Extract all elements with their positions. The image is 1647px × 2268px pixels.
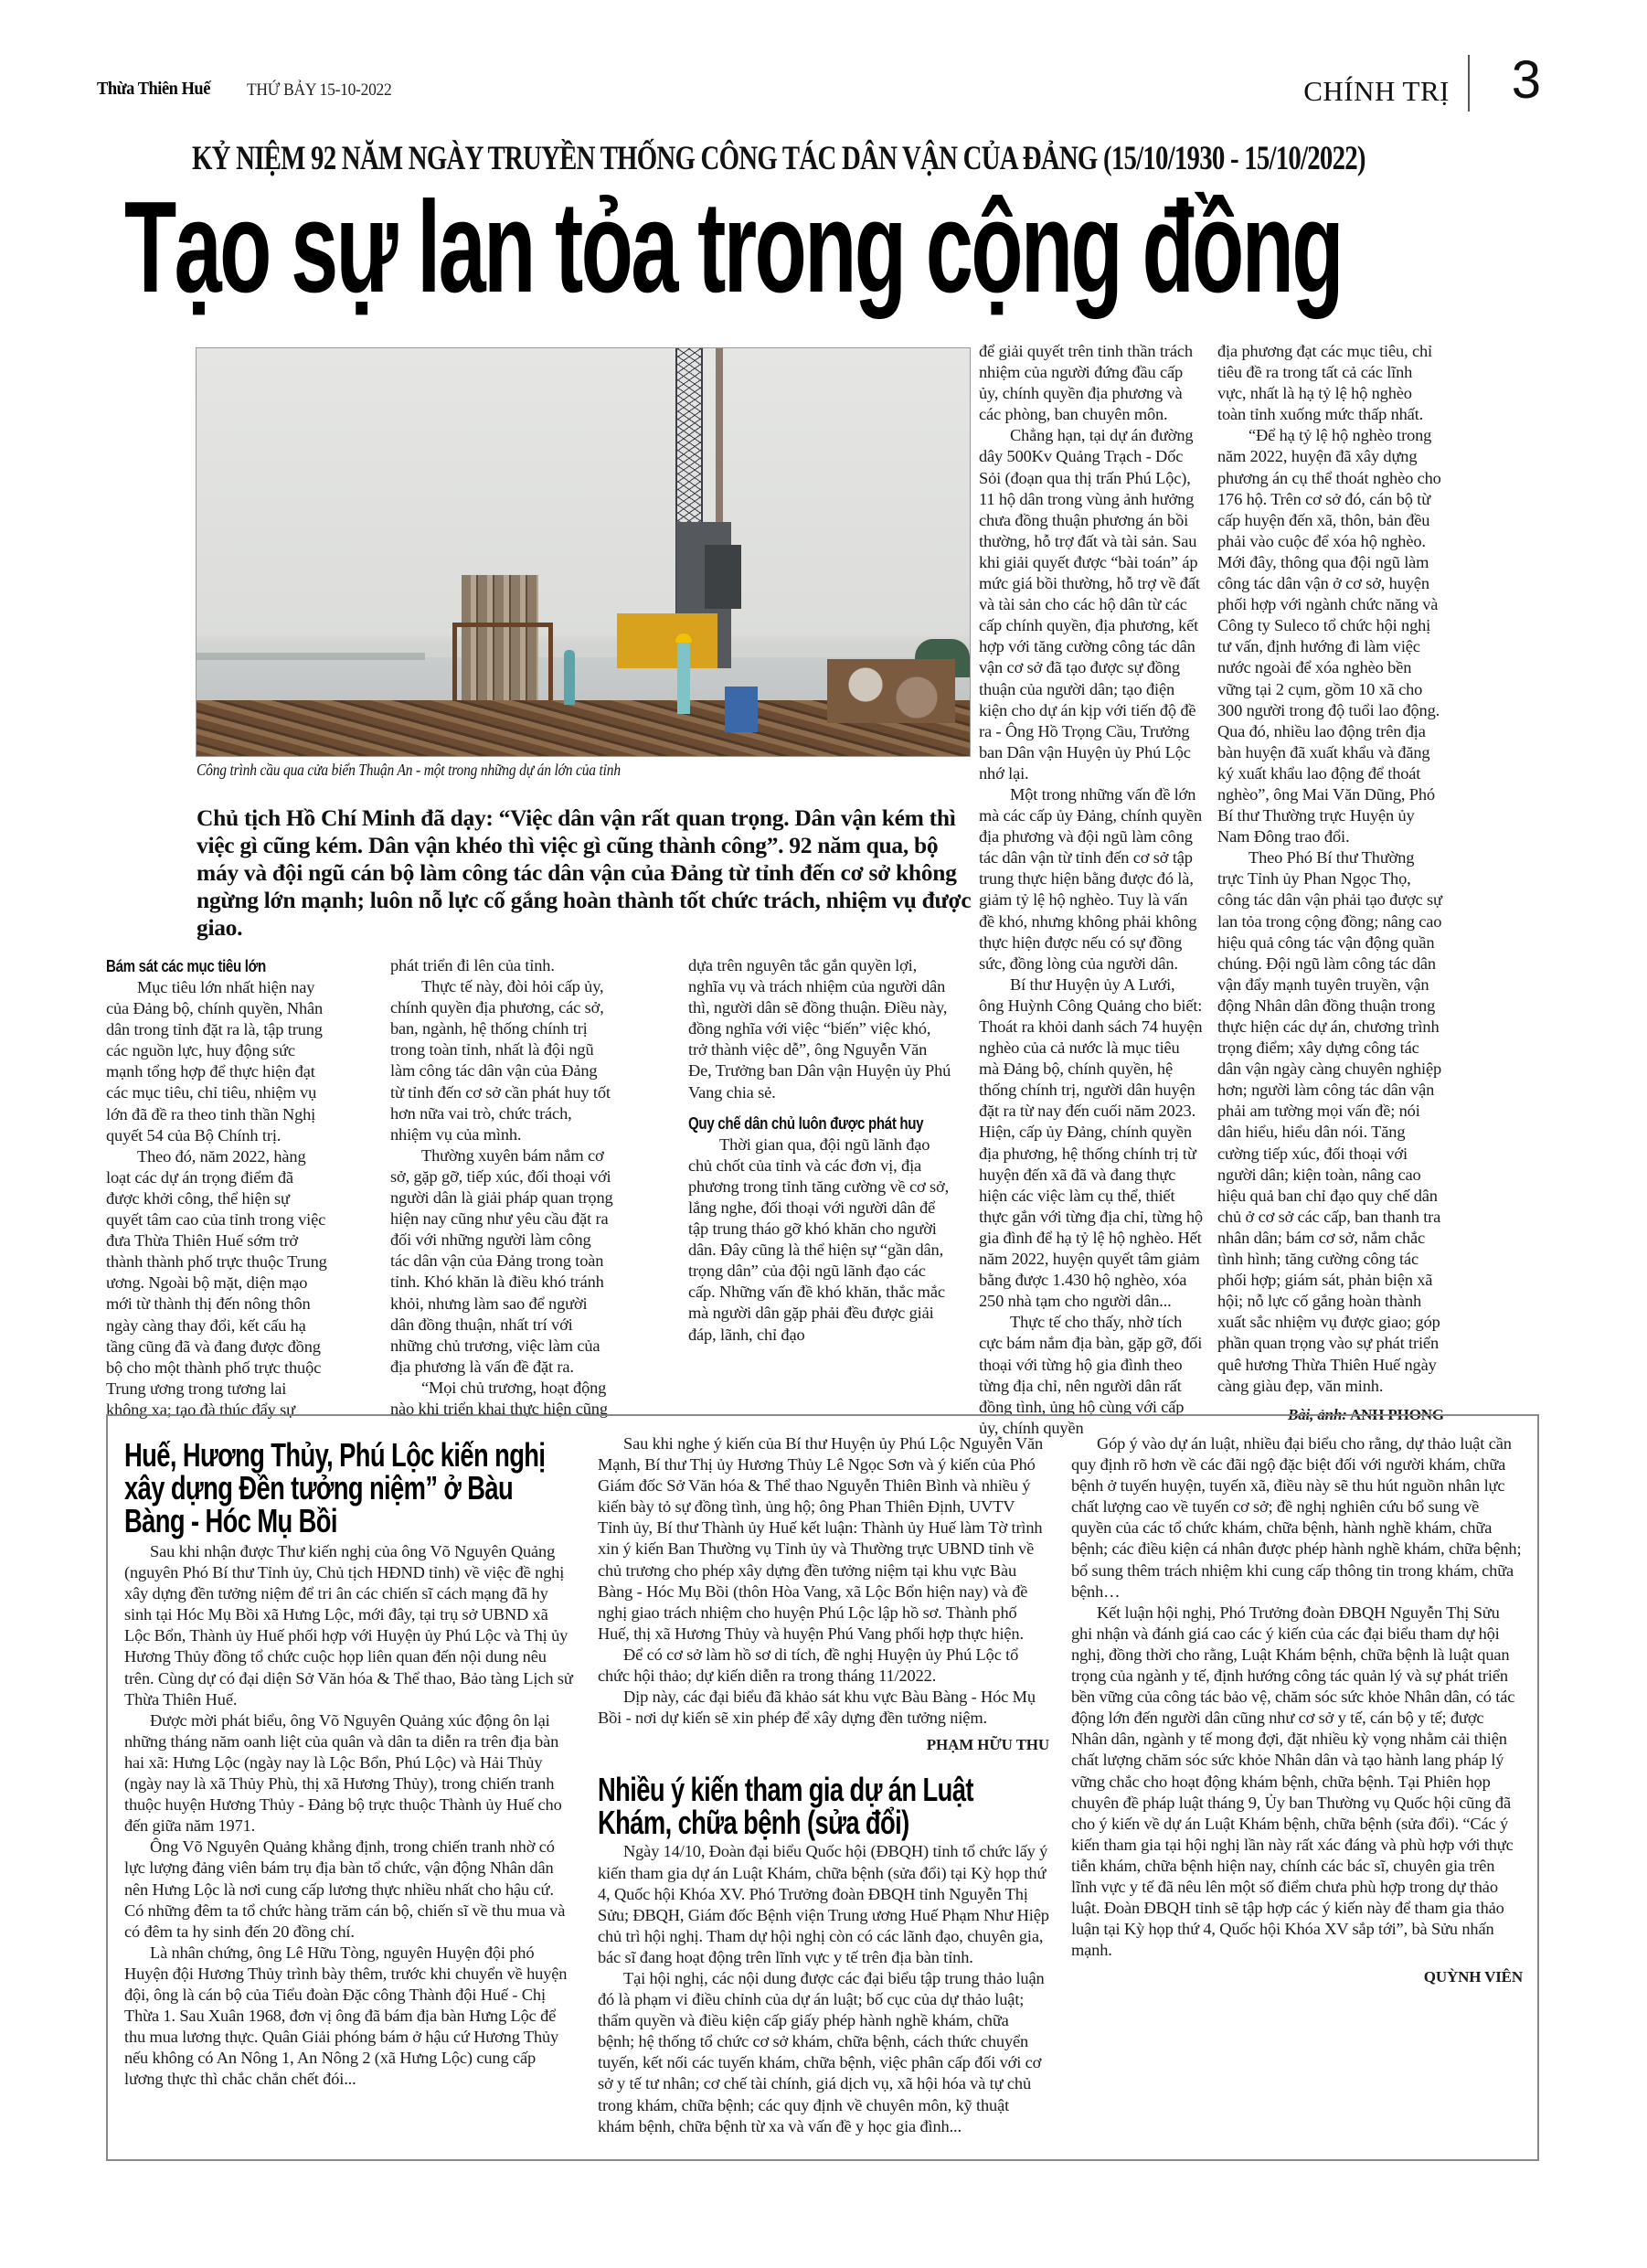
photo-worker	[564, 650, 575, 705]
box-article-1-byline: PHẠM HỮU THU	[926, 1736, 1049, 1754]
photo-caption: Công trình cầu qua cửa biển Thuận An - một trong những dự án lớn của tỉnh	[197, 761, 621, 779]
paragraph: Chẳng hạn, tại dự án đường dây 500Kv Quảng Trạch - Dốc Sỏi (đoạn qua thị trấn Phú Lộc), 11 hộ dân trong vùng ảnh hưởng chưa đồng thuận phương án bồi thường, hỗ trợ đất và tài sản. Sau khi giải quyết được “bài toán” áp mức giá bồi thường, hỗ trợ về đất và tài sản cho các hộ dân từ các cấp chính quyền, địa phương, kết hợp với tăng cường công tác dân vận cơ sở đã tạo được sự đồng thuận của người dân; tạo điện kiện cho dự án kịp với tiến độ đề ra - Ông Hồ Trọng Cầu, Trưởng ban Dân vận Huyện ủy Phú Lộc nhớ lại.	[979, 426, 1200, 783]
photo-blue-box	[725, 687, 758, 732]
issue-date: THỨ BẢY 15-10-2022	[247, 80, 392, 100]
section-name: CHÍNH TRỊ	[1303, 75, 1450, 107]
paragraph: để giải quyết trên tinh thần trách nhiệm của người đứng đầu cấp ủy, chính quyền địa phương và các phòng, ban chuyên môn.	[979, 342, 1193, 424]
paragraph: Theo đó, năm 2022, hàng loạt các dự án trọng điểm đã được khởi công, thể hiện sự quyết tâm cao của tỉnh trong việc đưa Thừa Thiên Huế sớm trở thành thành phố trực thuộc Trung ương. Ngoài bộ mặt, diện mạo mới từ thành thị đến nông thôn ngày càng thay đổi, kết cấu hạ tầng cũng đã và đang được đồng bộ cho một thành phố trực thuộc Trung ương trong tương lai không xa; tạo đà thúc đẩy sự	[106, 1146, 327, 1419]
box-article-2-byline: QUỲNH VIÊN	[1423, 1968, 1523, 1986]
paragraph: Dịp này, các đại biểu đã khảo sát khu vực Bàu Bàng - Hóc Mụ Bồi - nơi dự kiến sẽ xin phép để xây dựng đền tưởng niệm.	[598, 1688, 1036, 1728]
photo-hammer	[705, 545, 741, 609]
paragraph: Ngày 14/10, Đoàn đại biểu Quốc hội (ĐBQH) tỉnh tổ chức lấy ý kiến tham gia dự án Luật Khám, chữa bệnh (sửa đổi) tại Kỳ họp thứ 4, Quốc hội Khóa XV. Phó Trưởng đoàn ĐBQH tỉnh Nguyễn Thị Sửu; ĐBQH, Giám đốc Bệnh viện Trung ương Huế Phạm Như Hiệp chủ trì hội nghị. Tham dự hội nghị còn có các lãnh đạo, chuyên gia, bác sĩ đang hoạt động trên lĩnh vực y tế trên địa bàn tỉnh.	[598, 1842, 1049, 1966]
paragraph: Kết luận hội nghị, Phó Trưởng đoàn ĐBQH Nguyễn Thị Sửu ghi nhận và đánh giá cao các ý kiến của các đại biểu tham dự hội nghị, đồng thời cho rằng, Luật Khám bệnh, chữa bệnh là luật quan trọng của ngành y tế, định hướng công tác quản lý và sự phát triển bền vững của công tác bảo vệ, chăm sóc sức khỏe Nhân dân, có tác động lớn đến người dân cũng như cơ sở y tế, cán bộ y tế; được Nhân dân, ngành y tế mong đợi, đặt nhiều kỳ vọng nhằm cải thiện chất lượng chăm sóc sức khỏe Nhân dân và tạo hành lang pháp lý vững chắc cho hoạt động khám bệnh, chữa bệnh. Tại Phiên họp chuyên đề pháp luật tháng 9, Ủy ban Thường vụ Quốc hội cũng đã cho ý kiến về dự án Luật Khám bệnh, chữa bệnh (sửa đổi). “Các ý kiến tham gia tại hội nghị lần này rất xác đáng và phù hợp với thực tiễn khám, chữa bệnh hiện nay, chính các bác sĩ, chuyên gia trên lĩnh vực y tế đã nêu lên một số điểm chưa phù hợp trong dự thảo luật. Đoàn ĐBQH tỉnh sẽ tập hợp các ý kiến này để tham gia thảo luận tại Kỳ họp thứ 4, Quốc hội Khóa XV sắp tới”, bà Sửu nhấn mạnh.	[1071, 1603, 1515, 1960]
article-kicker: KỶ NIỆM 92 NĂM NGÀY TRUYỀN THỐNG CÔNG TÁC DÂN VẬN CỦA ĐẢNG (15/10/1930 - 15/10/2022)	[192, 140, 1365, 177]
box-article-2-title: Nhiều ý kiến tham gia dự án Luật Khám, chữa bệnh (sửa đổi)	[598, 1771, 973, 1842]
paragraph: “Mọi chủ trương, hoạt động nào khi triển khai thực hiện cũng	[390, 1378, 608, 1418]
paragraph: Sau khi nhận được Thư kiến nghị của ông Võ Nguyên Quảng (nguyên Phó Bí thư Tỉnh ủy, Chủ tịch HĐND tỉnh) về việc đề nghị xây dựng đền tưởng niệm để tri ân các chiến sĩ cách mạng đã hy sinh tại Hóc Mụ Bồi xã Hưng Lộc, mới đây, tại trụ sở UBND xã Lộc Bổn, Thành ủy Huế phối hợp với Huyện ủy Phú Lộc và Thị ủy Hương Thủy đồng tổ chức cuộc họp liên quan đến nội dung nêu trên. Cùng dự có đại diện Sở Văn hóa & Thể thao, Bảo tàng Lịch sử Thừa Thiên Huế.	[124, 1542, 573, 1709]
subheading: Quy chế dân chủ luôn được phát huy	[688, 1113, 924, 1133]
article-column-2	[390, 955, 614, 1420]
paragraph: Bí thư Huyện ủy A Lưới, ông Huỳnh Công Quảng cho biết: Thoát ra khỏi danh sách 74 huyện nghèo của cả nước là mục tiêu mà Đảng bộ, chính quyền, hệ thống chính trị, người dân huyện đặt ra từ nay đến cuối năm 2023. Hiện, cấp ủy Đảng, chính quyền địa phương, hệ thống chính trị từ huyện đến xã đã và đang thực hiện các việc làm cụ thể, thiết thực gắn với từng địa chỉ, từng hộ gia đình để hạ tỷ lệ hộ nghèo. Hết năm 2022, huyện quyết tâm giảm bằng được 1.430 hộ nghèo, xóa 250 nhà tạm cho người dân...	[979, 974, 1203, 1311]
paragraph: Thực tế này, đòi hỏi cấp ủy, chính quyền địa phương, các sở, ban, ngành, hệ thống chính trị trong toàn tỉnh, nhất là đội ngũ làm công tác dân vận của Đảng từ tỉnh đến cơ sở cần phát huy tốt hơn nữa vai trò, chức trách, nhiệm vụ của mình.	[390, 977, 611, 1144]
paragraph: Ông Võ Nguyên Quảng khẳng định, trong chiến tranh nhờ có lực lượng đảng viên bám trụ địa bàn tổ chức, vận động Nhân dân nên Hưng Lộc là nơi cung cấp lương thực nhiều nhất cho hậu cứ. Có những đêm ta tổ chức hàng trăm cán bộ, chiến sĩ về thu mua và có đêm ta hy sinh đến 20 đồng chí.	[124, 1837, 566, 1941]
article-headline: Tạo sự lan tỏa trong cộng đồng	[124, 175, 1342, 320]
paragraph: Tại hội nghị, các nội dung được các đại biểu tập trung thảo luận đó là phạm vi điều chỉnh của dự án luật; bố cục của dự thảo luật; thẩm quyền và điều kiện cấp giấy phép hành nghề khám, chữa bệnh; hệ thống tổ chức cơ sở khám, chữa bệnh, cách thức chuyển tuyến, kết nối các tuyến khám, chữa bệnh, việc phân cấp đối với cơ sở y tế tư nhân; cơ chế tài chính, giá dịch vụ, xã hội hóa và tự chủ trong khám, chữa bệnh; các quy định về chuyên môn, kỹ thuật khám bệnh, chữa bệnh từ xa và vấn đề y học gia đình...	[598, 1968, 1045, 2135]
subheading: Bám sát các mục tiêu lớn	[106, 957, 266, 975]
paragraph: “Để hạ tỷ lệ hộ nghèo trong năm 2022, huyện đã xây dựng phương án cụ thể thoát nghèo cho 176 hộ. Trên cơ sở đó, cán bộ từ cấp huyện đến xã, thôn, bản đều phải vào cuộc để xóa hộ nghèo. Mới đây, thông qua đội ngũ làm công tác dân vận ở cơ sở, huyện phối hợp với ngành chức năng và Công ty Suleco tổ chức hội nghị tư vấn, định hướng đi làm việc nước ngoài để xóa nghèo bền vững tại 2 cụm, gồm 10 xã cho 300 người trong độ tuổi lao động. Qua đó, nhiều lao động trên địa bàn huyện đã xuất khẩu và đăng ký xuất khẩu lao động để thoát nghèo”, ông Mai Văn Dũng, Phó Bí thư Thường trực Huyện ủy Nam Đông trao đổi.	[1217, 426, 1441, 847]
article-lead: Chủ tịch Hồ Chí Minh đã dạy: “Việc dân vận rất quan trọng. Dân vận kém thì việc gì cũng kém. Dân vận khéo thì việc gì cũng thành công”. 92 năm qua, bộ máy và đội ngũ cán bộ làm công tác dân vận của Đảng từ tỉnh đến cơ sở không ngừng lớn mạnh; luôn nỗ lực cố gắng hoàn thành tốt chức trách, nhiệm vụ được giao.	[197, 804, 972, 941]
photo-equipment-pile	[827, 659, 955, 723]
paragraph: Được mời phát biểu, ông Võ Nguyên Quảng xúc động ôn lại những tháng năm oanh liệt của quân và dân ta diễn ra trên địa bàn hai xã: Hưng Lộc (ngày nay là Lộc Bổn, Phú Lộc) và Hải Thủy (ngày nay là xã Thủy Phù, thị xã Hương Thủy), trong chiến tranh thuộc huyện Hương Thủy - Đảng bộ trực thuộc Thành ủy Huế cho đến giữa năm 1971.	[124, 1710, 562, 1836]
paragraph: Để có cơ sở làm hồ sơ di tích, đề nghị Huyện ủy Phú Lộc tổ chức hội thảo; dự kiến diễn ra trong tháng 11/2022.	[598, 1645, 1019, 1686]
photo-crane-cab	[617, 613, 717, 668]
byline-name: ANH PHONG	[1349, 1405, 1444, 1423]
paragraph: Sau khi nghe ý kiến của Bí thư Huyện ủy Phú Lộc Nguyễn Văn Mạnh, Bí thư Thị ủy Hương Thủy Lê Ngọc Sơn và ý kiến của Phó Giám đốc Sở Văn hóa & Thể thao Nguyễn Thiên Bình và nhiều ý kiến bày tỏ sự đồng tình, ủng hộ; ông Phan Thiên Định, UVTV Tỉnh ủy, Bí thư Thành ủy Huế kết luận: Thành ủy Huế làm Tờ trình xin ý kiến Ban Thường vụ Tỉnh ủy và Thường trực UBND tỉnh về chủ trương cho phép xây dựng đền tưởng niệm tại khu vực Bàu Bàng - Hóc Mụ Bồi (thôn Hòa Vang, xã Lộc Bổn hiện nay) và đề nghị giao trách nhiệm cho huyện Phú Lộc lập hồ sơ. Thành phố Huế, thị xã Hương Thủy và huyện Phú Vang phối hợp thực hiện.	[598, 1434, 1044, 1643]
paragraph: Là nhân chứng, ông Lê Hữu Tòng, nguyên Huyện đội phó Huyện đội Hương Thủy trình bày thêm, trước khi chuyển về huyện đội, ông là cán bộ của Tiểu đoàn Đặc công Thành đội Huế - Chị Thừa 1. Sau Xuân 1968, đơn vị ông đã bám địa bàn Hưng Lộc để thu mua lương thực. Quân Giải phóng bám ở hậu cứ Hương Thủy nếu không có An Nông 1, An Nông 2 (xã Hưng Lộc) cung cấp lương thực thì chắc chắn chết đói...	[124, 1943, 568, 2089]
box-article-1-title: Huế, Hương Thủy, Phú Lộc kiến nghị xây dựng Đền tưởng niệm” ở Bàu Bàng - Hóc Mụ Bồi	[124, 1436, 546, 1539]
paragraph: Thời gian qua, đội ngũ lãnh đạo chủ chốt của tỉnh và các đơn vị, địa phương trong tỉnh tăng cường về cơ sở, lắng nghe, đối thoại với người dân để tập trung tháo gỡ khó khăn cho người dân. Đây cũng là thể hiện sự “gần dân, trọng dân” của đội ngũ lãnh đạo các cấp. Những vấn đề khó khăn, thắc mắc mà người dân gặp phải đều được giải đáp, lãnh, chỉ đạo	[688, 1134, 950, 1344]
paragraph: Theo Phó Bí thư Thường trực Tỉnh ủy Phan Ngọc Thọ, công tác dân vận phải tạo được sự lan tỏa trong cộng đồng; nâng cao hiệu quả công tác vận động quần chúng. Đội ngũ làm công tác dân vận đẩy mạnh tuyên truyền, vận động Nhân dân đồng thuận trong thực hiện các dự án, chương trình trọng điểm; xây dựng công tác dân vận ngày càng chuyên nghiệp hơn; người làm công tác dân vận phải am tường mọi vấn đề; nói dân hiểu, hiểu dân nói. Tăng cường tiếp xúc, đối thoại với người dân; kiện toàn, nâng cao hiệu quả ban chỉ đạo quy chế dân chủ ở cơ sở các cấp, ban thanh tra nhân dân; bám cơ sở, nắm chắc tình hình; tăng cường công tác phối hợp; giám sát, phản biện xã hội; nỗ lực cố gắng hoàn thành xuất sắc nhiệm vụ được giao; góp phần quan trọng vào sự phát triển quê hương Thừa Thiên Huế ngày càng giàu đẹp, văn minh.	[1217, 848, 1442, 1395]
paragraph: địa phương đạt các mục tiêu, chỉ tiêu đề ra trong tất cả các lĩnh vực, nhất là hạ tỷ lệ hộ nghèo toàn tỉnh xuống mức thấp nhất.	[1217, 342, 1432, 424]
photo-shoreline	[197, 653, 425, 660]
page-number: 3	[1511, 50, 1541, 110]
photo-worker	[677, 641, 690, 714]
paragraph: Thường xuyên bám nắm cơ sở, gặp gỡ, tiếp xúc, đối thoại với người dân là giải pháp quan trọng hiện nay cũng như yêu cầu đặt ra đối với những người làm công tác dân vận của Đảng trong toàn tỉnh. Khó khăn là điều khó tránh khỏi, nhưng làm sao để người dân đồng thuận, nhất trí với những chủ trương, việc làm của địa phương là vấn đề đặt ra.	[390, 1145, 613, 1376]
paragraph: Góp ý vào dự án luật, nhiều đại biểu cho rằng, dự thảo luật cần quy định rõ hơn về các đãi ngộ đặc biệt đối với người khám, chữa bệnh ở tuyến huyện, tuyến xã, điều này sẽ thu hút nguồn nhân lực chất lượng cao về tuyến cơ sở; đề nghị nghiên cứu bổ sung về quyền của các tổ chức khám, chữa bệnh, hành nghề khám, chữa bệnh; các điều kiện cá nhân được phép hành nghề khám, chữa bệnh; bổ sung thêm trách nhiệm khi cung cấp thông tin trong khám, chữa bệnh…	[1071, 1434, 1522, 1601]
newspaper-name: Thừa Thiên Huế	[97, 79, 210, 99]
box-article-1-column-2	[598, 1433, 1049, 2137]
byline-label: Bài, ảnh:	[1288, 1405, 1347, 1423]
article-column-3	[688, 955, 953, 1346]
paragraph: dựa trên nguyên tắc gắn quyền lợi, nghĩa vụ và trách nhiệm của người dân thì, người dân sẽ đồng thuận. Điều này, đồng nghĩa với việc “biến” việc khó, trở thành việc dễ”, ông Nguyễn Văn Đe, Trưởng ban Dân vận Huyện ủy Phú Vang chia sẻ.	[688, 956, 951, 1102]
masthead	[97, 50, 1559, 132]
paragraph: Mục tiêu lớn nhất hiện nay của Đảng bộ, chính quyền, Nhân dân trong tỉnh đặt ra là, tập trung các nguồn lực, huy động sức mạnh tổng hợp để thực hiện đạt các mục tiêu, chỉ tiêu, nhiệm vụ lớn đã đề ra theo tinh thần Nghị quyết 54 của Bộ Chính trị.	[106, 978, 324, 1145]
paragraph: phát triển đi lên của tỉnh.	[390, 956, 555, 974]
article-photo	[196, 347, 971, 757]
paragraph: Thực tế cho thấy, nhờ tích cực bám nắm địa bàn, gặp gỡ, đối thoại với từng hộ gia đình theo từng địa chỉ, nên người dân rất đồng tình, ủng hộ cùng với cấp ủy, chính quyền	[979, 1313, 1203, 1437]
article-column-5	[1217, 341, 1444, 1425]
article-column-4	[979, 341, 1203, 1439]
box-article-1-column-1	[124, 1436, 576, 2090]
article-column-1	[106, 955, 330, 1421]
paragraph: Một trong những vấn đề lớn mà các cấp ủy Đảng, chính quyền địa phương và đội ngũ làm công tác dân vận từ tỉnh đến cơ sở tập trung thực hiện bằng được đó là, giảm tỷ lệ hộ nghèo. Tuy là vấn đề khó, nhưng không phải không thực hiện được nếu có sự đồng sức, đồng lòng của người dân.	[979, 784, 1203, 973]
masthead-divider	[1468, 55, 1470, 112]
box-article-2-column-2	[1071, 1433, 1523, 2156]
